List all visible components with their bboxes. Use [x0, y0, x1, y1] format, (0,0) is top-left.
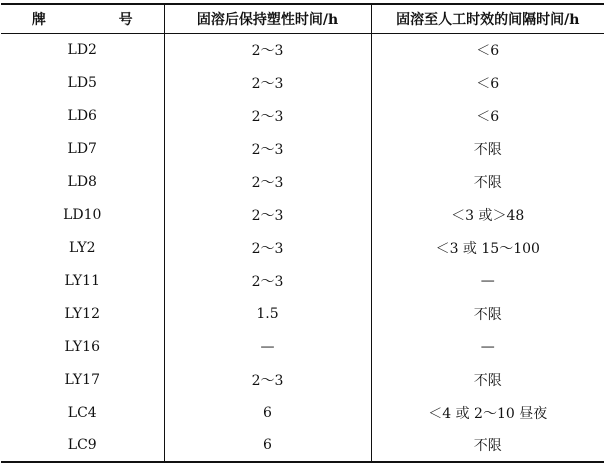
cell-aging-interval: ＜6 — [371, 99, 604, 132]
table-row — [1, 231, 604, 264]
table-row — [1, 66, 604, 99]
cell-plasticity-time: 2～3 — [164, 66, 371, 99]
cell-grade: LY16 — [64, 338, 100, 355]
heat-treatment-table — [1, 3, 604, 463]
cell-grade: LD5 — [67, 74, 97, 91]
cell-plasticity-time: 6 — [164, 396, 371, 429]
cell-aging-interval: ＜6 — [371, 66, 604, 99]
cell-aging-interval: — — [371, 330, 604, 363]
table-row — [1, 429, 604, 462]
cell-plasticity-time: — — [164, 330, 371, 363]
cell-grade: LY11 — [64, 272, 100, 289]
cell-grade: LC4 — [67, 404, 97, 421]
table-row — [1, 99, 604, 132]
cell-plasticity-time: 2～3 — [164, 264, 371, 297]
cell-plasticity-time: 2～3 — [164, 132, 371, 165]
header-row — [1, 4, 604, 33]
cell-aging-interval: 不限 — [371, 297, 604, 330]
cell-aging-interval: 不限 — [371, 363, 604, 396]
table-row — [1, 330, 604, 363]
table-header — [1, 4, 604, 33]
cell-plasticity-time: 2～3 — [164, 198, 371, 231]
cell-aging-interval: ＜3 或 15～100 — [371, 231, 604, 264]
cell-grade: LD6 — [67, 107, 97, 124]
table-row — [1, 264, 604, 297]
table-row — [1, 165, 604, 198]
header-grade — [1, 4, 167, 33]
header-plasticity-time: 固溶后保持塑性时间/h — [164, 4, 371, 33]
table-row — [1, 363, 604, 396]
cell-grade: LY12 — [64, 305, 100, 322]
cell-grade: LC9 — [1, 429, 164, 462]
table-row — [1, 33, 604, 66]
cell-grade: LD7 — [67, 140, 97, 157]
cell-aging-interval: — — [371, 264, 604, 297]
cell-plasticity-time: 2～3 — [164, 363, 371, 396]
table-row — [1, 297, 604, 330]
cell-aging-interval: 不限 — [371, 429, 604, 462]
cell-aging-interval: ＜3 或＞48 — [371, 198, 604, 231]
heat-treatment-table-container — [1, 3, 604, 463]
cell-aging-interval: 不限 — [371, 132, 604, 165]
cell-aging-interval: ＜6 — [371, 33, 604, 66]
table-row — [1, 198, 604, 231]
cell-grade: LY2 — [68, 239, 96, 256]
header-aging-interval: 固溶至人工时效的间隔时间/h — [371, 4, 604, 33]
header-grade-label: 牌 号 — [31, 11, 167, 28]
table-body — [1, 33, 604, 462]
cell-grade: LD2 — [67, 41, 97, 58]
cell-aging-interval: ＜4 或 2～10 昼夜 — [371, 396, 604, 429]
cell-grade: LY17 — [64, 371, 100, 388]
cell-grade: LD8 — [67, 173, 97, 190]
table-row — [1, 132, 604, 165]
cell-aging-interval: 不限 — [371, 165, 604, 198]
table-row — [1, 396, 604, 429]
cell-plasticity-time: 2～3 — [164, 99, 371, 132]
cell-plasticity-time: 1.5 — [164, 297, 371, 330]
cell-plasticity-time: 6 — [164, 429, 371, 462]
cell-grade: LD10 — [63, 206, 102, 223]
cell-plasticity-time: 2～3 — [164, 231, 371, 264]
cell-plasticity-time: 2～3 — [164, 165, 371, 198]
cell-plasticity-time: 2～3 — [164, 33, 371, 66]
